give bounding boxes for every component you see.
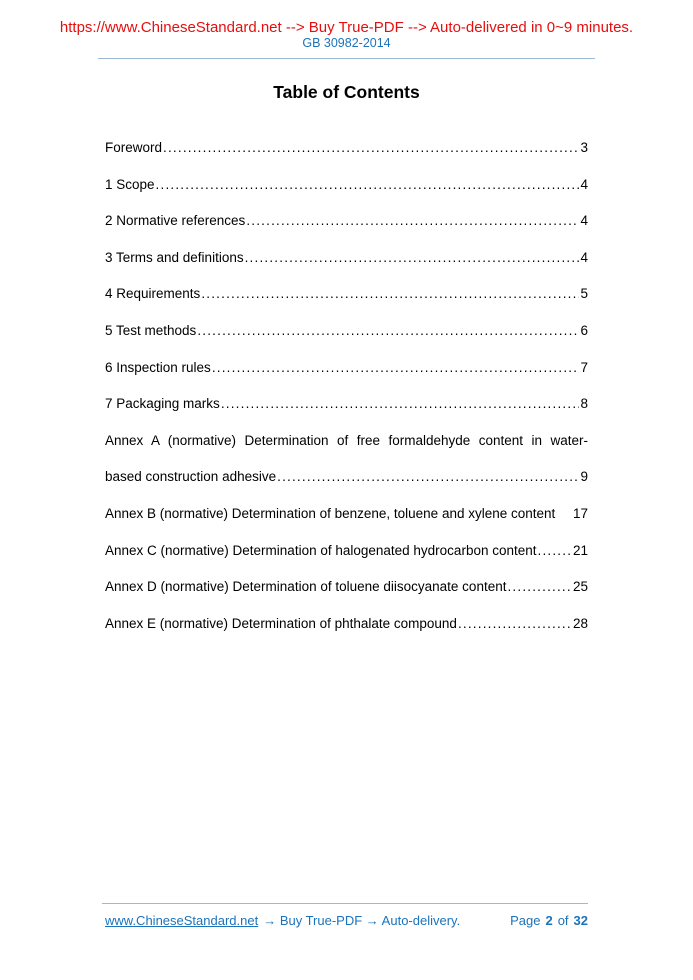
of-word: of	[557, 913, 569, 928]
toc-entry[interactable]	[105, 579, 588, 616]
toc-dot-leader	[221, 396, 580, 411]
toc-page-number: 4	[580, 176, 588, 192]
toc-dot-leader	[201, 286, 579, 301]
toc-entry-label: based construction adhesive	[105, 469, 277, 485]
toc-entry[interactable]	[105, 140, 588, 177]
total-page-number: 32	[573, 913, 588, 928]
toc-entry-label: Annex E (normative) Determination of phthalate compound	[105, 615, 457, 631]
toc-page-number: 17	[572, 505, 588, 521]
header-divider	[98, 58, 595, 59]
toc-dot-leader	[507, 579, 572, 594]
toc-entry-label: 3 Terms and definitions	[105, 249, 244, 265]
toc-entry-label: Annex D (normative) Determination of toluene diisocyanate content	[105, 579, 507, 595]
footer-divider	[102, 903, 588, 904]
footer-site-link[interactable]: www.ChineseStandard.net	[105, 913, 259, 928]
toc-entry[interactable]	[105, 213, 588, 250]
toc-entry[interactable]	[105, 433, 588, 470]
footer	[105, 913, 588, 928]
toc-entry-label: Annex B (normative) Determination of benzene, toluene and xylene content	[105, 505, 556, 521]
toc-entry-label: Annex C (normative) Determination of halogenated hydrocarbon content	[105, 542, 537, 558]
toc-entry-label: 7 Packaging marks	[105, 396, 220, 412]
toc-entry-label: Foreword	[105, 140, 163, 155]
toc-entry-label: 5 Test methods	[105, 322, 197, 338]
toc-page-number: 7	[580, 359, 588, 375]
footer-delivery-text: → Buy True-PDF → Auto-delivery.	[263, 913, 461, 928]
toc-page-number: 8	[580, 396, 588, 412]
toc-page-number: 28	[572, 615, 588, 631]
toc-page-number: 5	[580, 286, 588, 302]
toc-dot-leader	[245, 250, 580, 265]
toc-dot-leader	[197, 323, 579, 338]
toc-entry-label: 2 Normative references	[105, 213, 246, 229]
toc-entry-label: Annex A (normative) Determination of free formaldehyde content in water-	[105, 432, 588, 448]
toc-entry-label: 1 Scope	[105, 176, 155, 192]
toc-entry[interactable]	[105, 543, 588, 580]
toc-page-number: 9	[580, 469, 588, 485]
toc-entry[interactable]	[105, 360, 588, 397]
footer-delivery	[105, 913, 460, 928]
toc-page-number: 6	[580, 322, 588, 338]
promo-banner: https://www.ChineseStandard.net --> Buy True-PDF --> Auto-delivered in 0~9 minutes.	[59, 19, 634, 36]
toc-entry[interactable]	[105, 250, 588, 287]
toc-page-number: 4	[580, 249, 588, 265]
toc-entry[interactable]	[105, 286, 588, 323]
toc-dot-leader	[277, 469, 579, 484]
toc-page-number: 21	[572, 542, 588, 558]
toc-dot-leader	[538, 543, 572, 558]
toc-dot-leader	[156, 177, 580, 192]
toc-page-number: 3	[580, 140, 588, 155]
standard-code: GB 30982-2014	[302, 36, 391, 50]
toc-entry[interactable]	[105, 506, 588, 543]
toc-list	[105, 140, 588, 652]
toc-page-number: 4	[580, 213, 588, 229]
toc-entry[interactable]	[105, 469, 588, 506]
toc-entry[interactable]	[105, 616, 588, 653]
toc-page-number: 25	[572, 579, 588, 595]
toc-dot-leader	[458, 616, 572, 631]
page-word: Page	[510, 913, 541, 928]
toc-entry-label: 6 Inspection rules	[105, 359, 211, 375]
page-title: Table of Contents	[273, 82, 420, 102]
current-page-number: 2	[545, 913, 553, 928]
toc-entry[interactable]	[105, 396, 588, 433]
toc-dot-leader	[163, 140, 579, 155]
toc-entry-label: 4 Requirements	[105, 286, 201, 302]
toc-dot-leader	[212, 360, 580, 375]
toc-dot-leader	[246, 213, 579, 228]
page-indicator	[510, 913, 588, 928]
toc-entry[interactable]	[105, 323, 588, 360]
toc-entry[interactable]	[105, 177, 588, 214]
